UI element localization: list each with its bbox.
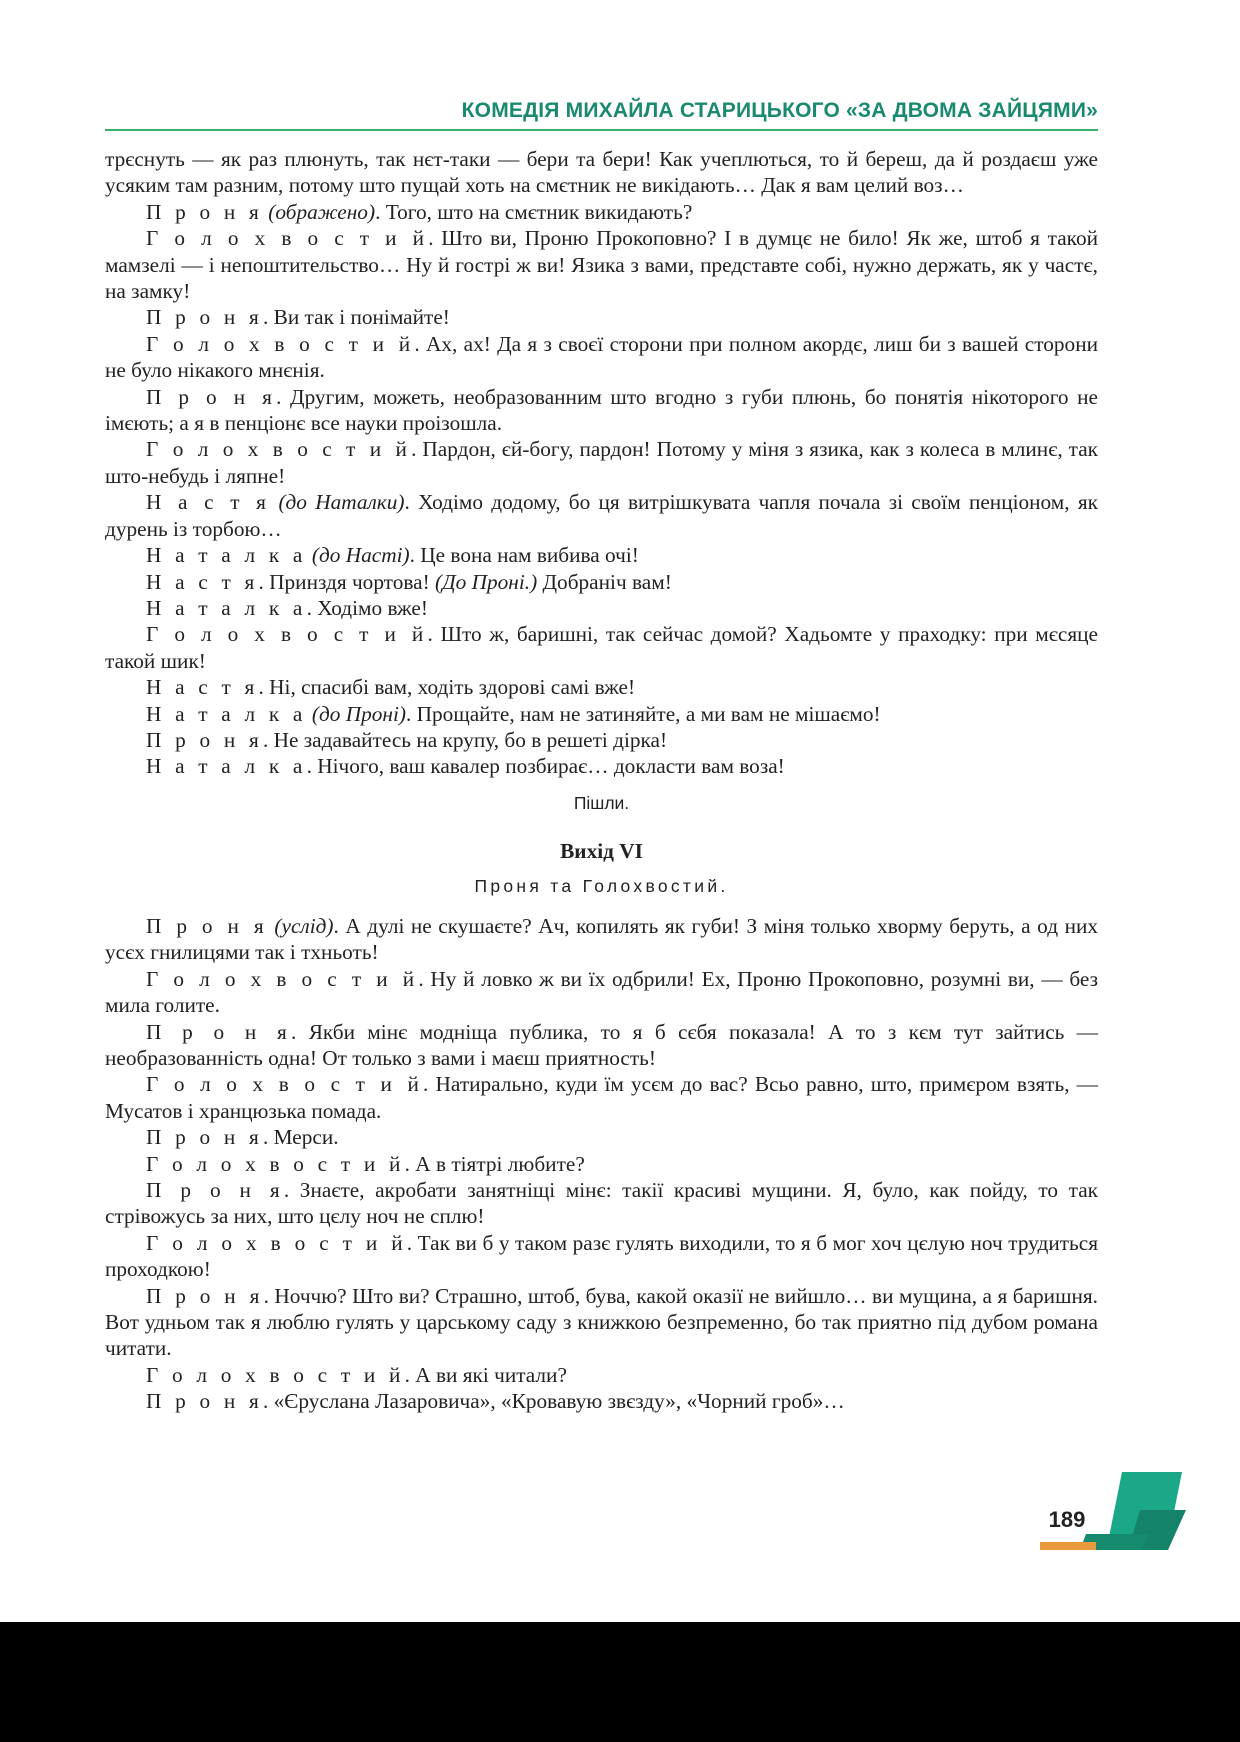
speaker-name: Г о л о х в о с т и й [146, 1362, 405, 1387]
speaker-name: Г о л о х в о с т и й [146, 1230, 407, 1255]
dialogue-line [105, 1388, 1098, 1414]
stage-direction: Пішли. [573, 792, 630, 813]
speaker-name: П р о н я [146, 1125, 263, 1150]
speaker-name: Г о л о х в о с т и й [146, 1072, 424, 1097]
line-text: . Што ж, баришні, так сейчас домой? Хадьомте у праходку: при мєсяце такой шик! [105, 622, 1098, 673]
speaker-name: Г о л о х в о с т и й [146, 226, 429, 251]
dialogue-line [105, 966, 1098, 1019]
dialogue-line [105, 146, 1098, 199]
line-text: . Што ви, Проню Прокоповно? І в думцє не било! Як же, штоб я такой мамзелі — і непоштительство… Ну й гострі ж ви! Язика з вами, представте собі, нужно держать, як у частє, на замку! [105, 226, 1098, 304]
line-text: . Знаєте, акробати занятніщі мінє: такії красиві мущини. Я, було, как пойду, то так стрівожусь за них, што цєлу ноч не сплю! [105, 1178, 1099, 1229]
speaker-name: Г о л о х в о с т и й [146, 622, 428, 647]
line-text: . А ви які читали? [404, 1362, 567, 1387]
dialogue-line [105, 436, 1098, 489]
running-header: КОМЕДІЯ МИХАЙЛА СТАРИЦЬКОГО «ЗА ДВОМА ЗАЙЦЯМИ» [461, 99, 1098, 122]
line-text: . Це вона нам вибива очі! [409, 543, 639, 568]
dialogue-line [105, 489, 1098, 542]
dialogue-line [105, 621, 1098, 674]
line-text: . Пардон, єй-богу, пардон! Потому у міня з язика, как з колеса в млинє, так што-небудь і ляпне! [105, 437, 1099, 488]
line-text: . А в тіятрі любите? [404, 1151, 585, 1176]
stage-remark: (ображено) [268, 199, 376, 224]
line-text: . Натирально, куди їм усєм до вас? Всьо равно, што, примєром взять, — Мусатов і хранцюзька помада. [105, 1072, 1098, 1123]
dialogue-line [105, 304, 1098, 330]
speaker-name: Н а с т я [146, 569, 259, 594]
dialogue-line [105, 913, 1098, 966]
dialogue-line [105, 542, 1098, 568]
line-text: трєснуть — як раз плюнуть, так нєт-таки — бери та бери! Как учеплються, то й береш, да й роздаєш уже усяким там разним, потому што пущай хоть на смєтник не викідають… Дак я вам целий воз… [105, 147, 1098, 198]
dialogue-line [105, 701, 1098, 727]
speaker-name: Г о л о х в о с т и й [146, 331, 415, 356]
stage-remark: (услід) [274, 913, 334, 938]
dialogue-line [105, 1177, 1098, 1230]
line-text: . Нічого, ваш кавалер позбирає… докласти вам воза! [306, 754, 785, 779]
speaker-name: П р о н я [146, 913, 268, 938]
speaker-name: Н а т а л к а [146, 595, 307, 620]
speaker-name: П р о н я [146, 1283, 264, 1308]
line-text: . Другим, можеть, необразованним што вгодно з губи плюнь, бо понятія нікоторого не імєють; а я в пенціонє все науки проізошла. [105, 384, 1099, 436]
dialogue-line [105, 225, 1098, 304]
line-text: . Ноччю? Што ви? Страшно, штоб, бува, какой оказії не вийшло… ви мущина, а я баришня. Вот удньом так я люблю гулять у царському саду з книжкою безпременно, бо так приятно під дубом романа читати. [105, 1283, 1098, 1361]
speaker-name: П р о н я [146, 305, 263, 330]
line-text: . Прощайте, нам не затиняйте, а ми вам не мішаємо! [406, 701, 881, 726]
dialogue-line [105, 595, 1098, 621]
line-text: . А дулі не скушаєте? Ач, копилять як губи! З міня только хворму беруть, а од них усєх гнилицями так і тхньоть! [105, 913, 1099, 965]
speaker-name: П р о н я [146, 384, 277, 409]
line-text: . Принздя чортова! [258, 569, 435, 594]
line-text: . Ходімо вже! [306, 595, 428, 620]
page-body [105, 146, 1098, 1415]
line-text: . «Єруслана Лазаровича», «Кровавую звєзду», «Чорний гроб»… [262, 1389, 845, 1414]
line-text: . Ах, ах! Да я з своєї сторони при полном акордє, лиш би з вашей сторони не було нікакого мнєнія. [105, 331, 1098, 383]
stage-remark: (До Проні.) [435, 569, 538, 594]
dialogue-line [105, 199, 1098, 225]
line-text: . Ні, спасибі вам, ходіть здорові самі вже! [258, 675, 636, 700]
line-text: . Не задавайтесь на крупу, бо в решеті дірка! [262, 727, 668, 752]
scene-title: Вихід VI [560, 839, 643, 864]
orange-tab [1040, 1542, 1096, 1550]
dialogue-line [105, 1071, 1098, 1124]
line-text: . Того, што на смєтник викидають? [375, 199, 693, 224]
speaker-name: П р о н я [146, 727, 263, 752]
scene-cast: Проня та Голохвостий. [474, 875, 729, 896]
dialogue-line [105, 1124, 1098, 1150]
speaker-name: Н а т а л к а [146, 754, 307, 779]
speaker-name: Н а с т я [146, 490, 271, 515]
speaker-name: Г о л о х в о с т и й [146, 966, 419, 991]
speaker-name: Г о л о х в о с т и й [146, 437, 412, 462]
dialogue-line [105, 331, 1098, 384]
speaker-name: Н а т а л к а [146, 543, 307, 568]
line-text: . Ви так і понімайте! [262, 305, 450, 330]
dialogue-line [105, 1362, 1098, 1388]
dialogue-line [105, 1283, 1098, 1362]
stage-remark: (до Насті) [311, 543, 410, 568]
dialogue-line [105, 1151, 1098, 1177]
stage-remark: (до Проні) [311, 701, 406, 726]
speaker-name: П р о н я [146, 199, 263, 224]
dialogue-line [105, 674, 1098, 700]
page-corner-decoration [1040, 1472, 1190, 1602]
dialogue-line [105, 753, 1098, 779]
speaker-name: Н а с т я [146, 675, 259, 700]
dialogue-line [105, 384, 1098, 437]
speaker-name: П р о н я [146, 1389, 263, 1414]
dialogue-line [105, 569, 1098, 595]
page-number: 189 [1048, 1507, 1086, 1532]
speaker-name: П р о н я [146, 1178, 284, 1203]
speaker-name: П р о н я [146, 1019, 292, 1044]
line-text: . Ну й ловко ж ви їх одбрили! Ех, Проню Прокоповно, розумні ви, — без мила голите. [105, 966, 1098, 1018]
line-text: . Мерси. [262, 1125, 339, 1150]
dialogue-line [105, 1019, 1098, 1072]
line-text: . Ходімо додому, бо ця витрішкувата чапля почала зі своїм пенціоном, як дурень із торбою… [105, 490, 1098, 541]
bottom-black-band [0, 1622, 1240, 1742]
line-text: . Якби мінє модніща публика, то я б сєбя показала! А то з кєм тут зайтись — необразованність одна! От только з вами і маєш приятность! [105, 1019, 1099, 1070]
header-rule [105, 129, 1098, 131]
dialogue-line [105, 1230, 1098, 1283]
speaker-name: Г о л о х в о с т и й [146, 1151, 405, 1176]
stage-remark: (до Наталки) [278, 490, 405, 515]
dialogue-line [105, 727, 1098, 753]
speaker-name: Н а т а л к а [146, 701, 307, 726]
line-text: Добраніч вам! [537, 569, 672, 594]
line-text: . Так ви б у таком разє гулять виходили, то я б мог хоч цєлую ноч трудиться проходкою! [105, 1230, 1098, 1282]
